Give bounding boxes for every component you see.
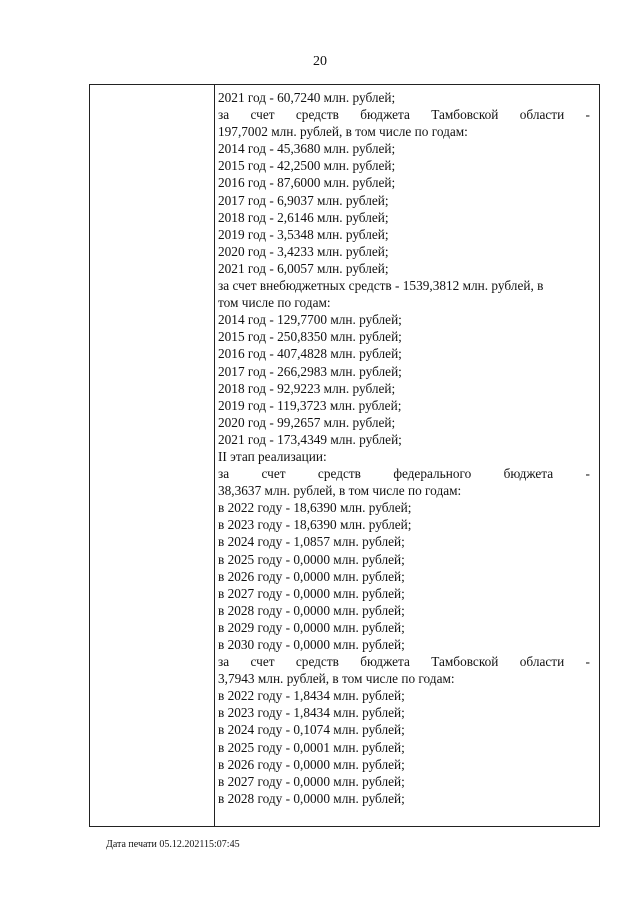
text-line: 2014 год - 45,3680 млн. рублей; [218,141,396,157]
text-word: Тамбовской [431,107,499,123]
text-line: в 2027 году - 0,0000 млн. рублей; [218,585,405,601]
text-word: средств [295,107,339,123]
text-word: федерального [393,466,472,482]
text-line: в 2022 году - 1,8434 млн. рублей; [218,688,405,704]
text-line: в 2025 году - 0,0001 млн. рублей; [218,739,405,755]
text-line: в 2023 году - 18,6390 млн. рублей; [218,517,412,533]
text-word: - [585,466,590,482]
text-line: 2016 год - 407,4828 млн. рублей; [218,346,402,362]
text-line: 197,7002 млн. рублей, в том числе по годам: [218,124,468,140]
text-line: в 2024 году - 1,0857 млн. рублей; [218,534,405,550]
text-line: в 2028 году - 0,0000 млн. рублей; [218,790,405,806]
text-word: - [585,107,590,123]
text-word: - [585,654,590,670]
text-line: 2020 год - 3,4233 млн. рублей; [218,243,389,259]
text-word: за [218,107,230,123]
text-word: бюджета [503,466,554,482]
text-word: счет [261,466,286,482]
text-line: 2017 год - 6,9037 млн. рублей; [218,192,389,208]
text-word: бюджета [360,654,410,670]
text-line: 2017 год - 266,2983 млн. рублей; [218,363,402,379]
text-word: бюджета [360,107,410,123]
text-word: за [218,654,230,670]
text-line: в 2026 году - 0,0000 млн. рублей; [218,756,405,772]
page-number: 20 [313,54,327,69]
text-line: 3,7943 млн. рублей, в том числе по годам: [218,671,455,687]
text-line: 2018 год - 92,9223 млн. рублей; [218,380,396,396]
text-word: средств [295,654,339,670]
text-word: области [519,107,565,123]
text-line: в 2026 году - 0,0000 млн. рублей; [218,568,405,584]
text-line: 2014 год - 129,7700 млн. рублей; [218,312,402,328]
text-line: 2020 год - 99,2657 млн. рублей; [218,414,396,430]
text-line: 2016 год - 87,6000 млн. рублей; [218,175,396,191]
text-line: в 2022 году - 18,6390 млн. рублей; [218,500,412,516]
text-line: в 2028 году - 0,0000 млн. рублей; [218,602,405,618]
text-line: 38,3637 млн. рублей, в том числе по годам: [218,483,462,499]
text-line: в 2030 году - 0,0000 млн. рублей; [218,637,405,652]
text-line: 2015 год - 42,2500 млн. рублей; [218,158,396,174]
text-word: счет [250,654,275,670]
text-line: том числе по годам: [218,295,331,311]
text-line: 2018 год - 2,6146 млн. рублей; [218,209,389,225]
funding-details-cell [218,89,590,807]
text-line: в 2027 году - 0,0000 млн. рублей; [218,773,405,789]
column-divider [214,85,215,826]
text-line: 2021 год - 6,0057 млн. рублей; [218,260,389,276]
text-line: в 2023 году - 1,8434 млн. рублей; [218,705,405,721]
funding-table [89,84,600,827]
justified-text-line [218,465,590,482]
text-line: 2021 год - 173,4349 млн. рублей; [218,431,402,447]
text-word: средств [317,466,361,482]
text-line: в 2025 году - 0,0000 млн. рублей; [218,551,405,567]
text-line: в 2029 году - 0,0000 млн. рублей; [218,619,405,635]
justified-text-line [218,106,590,123]
print-date: Дата печати 05.12.202115:07:45 [106,839,240,850]
text-line: 2019 год - 3,5348 млн. рублей; [218,226,389,242]
text-word: за [218,466,230,482]
text-line: 2021 год - 60,7240 млн. рублей; [218,90,396,105]
text-line: 2015 год - 250,8350 млн. рублей; [218,329,402,345]
text-word: счет [250,107,275,123]
text-word: Тамбовской [431,654,499,670]
justified-text-line [218,653,590,670]
text-word: области [519,654,565,670]
text-line: в 2024 году - 0,1074 млн. рублей; [218,722,405,738]
text-line: II этап реализации: [218,448,327,464]
text-line: 2019 год - 119,3723 млн. рублей; [218,397,402,413]
text-line: за счет внебюджетных средств - 1539,3812 млн. рублей, в [218,278,544,294]
